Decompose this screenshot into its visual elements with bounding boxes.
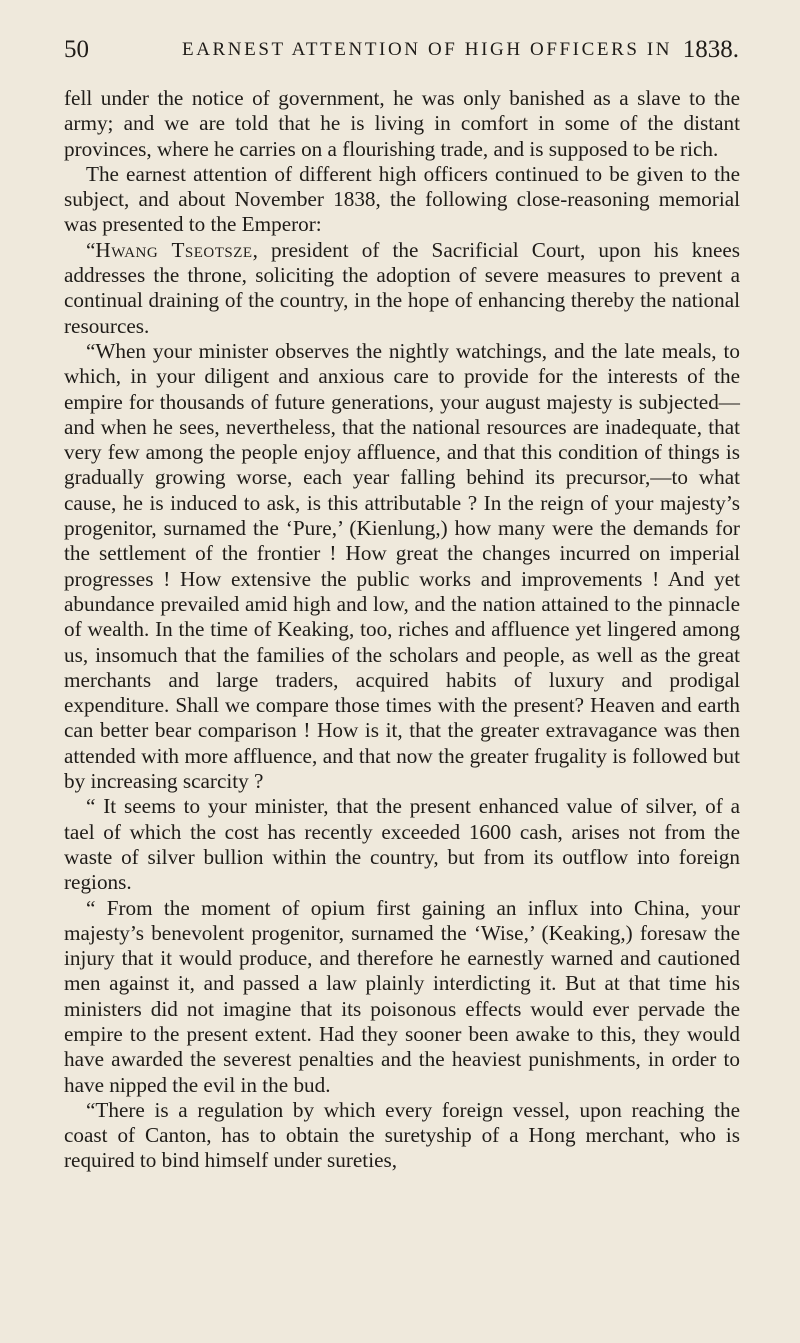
paragraph-regulation: “There is a regulation by which every foreign vessel, upon reaching the coast of Canton, has to obtain the suretyship of a Hong merchant, who is required to bind himself under sureties, <box>64 1097 740 1173</box>
paragraph-earnest-attention: The earnest attention of different high officers continued to be given to the subject, and about November 1838, the following close-reasoning memorial was presented to the Emperor: <box>64 161 740 237</box>
paragraph-opium-influx: “ From the moment of opium first gaining an influx into China, your majesty’s benevolent progenitor, surnamed the ‘Wise,’ (Keaking,) foresaw the injury that it would produce, and therefore he earnestly warned and cautioned men against it, and passed a law plainly interdicting it. But at that time his ministers did not imagine that its poisonous effects would ever pervade the empire to the present extent. Had they sooner been awake to this, they would have awarded the severest penalties and the heaviest punishments, in order to have nipped the evil in the bud. <box>64 895 740 1097</box>
paragraph-nightly-watchings: “When your minister observes the nightly watchings, and the late meals, to which, in your diligent and anxious care to provide for the interests of the empire for thousands of future generations, your august majesty is subjected—and when he sees, nevertheless, that the national resources are inadequate, that very few among the people enjoy affluence, and that this condition of things is gradually growing worse, each year falling behind its precursor,—to what cause, he is induced to ask, is this attributable ? In the reign of your majesty’s progenitor, surnamed the ‘Pure,’ (Kienlung,) how many were the demands for the settlement of the frontier ! How great the changes incurred on imperial progresses ! How extensive the public works and improvements ! And yet abundance prevailed amid high and low, and the nation attained to the pinnacle of wealth. In the time of Keaking, too, riches and affluence yet lingered among us, insomuch that the families of the scholars and people, as well as the great merchants and large traders, acquired habits of luxury and prodigal expenditure. Shall we compare those times with the present? Heaven and earth can better bear comparison ! How is it, that the greater extravagance was then attended with more affluence, and that now the greater frugality is followed but by increasing scarcity ? <box>64 338 740 794</box>
running-title: EARNEST ATTENTION OF HIGH OFFICERS IN <box>182 39 673 60</box>
paragraph-memorial-opening <box>64 238 740 339</box>
running-year: 1838. <box>682 36 739 63</box>
paragraph-silver-value: “ It seems to your minister, that the present enhanced value of silver, of a tael of which the cost has recently exceeded 1600 cash, arises not from the waste of silver bullion within the country, but from its outflow into foreign regions. <box>64 794 740 895</box>
page-number: 50 <box>64 36 89 63</box>
paragraph-continuation: fell under the notice of government, he was only banished as a slave to the army; and we are told that he is living in comfort in some of the distant provinces, where he carries on a flourishing trade, and is supposed to be rich. <box>64 86 740 161</box>
memorialist-name: Hwang Tseotsze <box>95 237 253 262</box>
running-head <box>64 36 739 70</box>
opening-quote: “ <box>86 237 96 262</box>
body-text <box>64 86 740 1174</box>
memorial-opening-text: , president of the Sacrificial Court, upon his knees addresses the throne, soliciting the adoption of severe measures to prevent a continual draining of the country, in the hope of enhancing thereby the national resources. <box>64 237 740 338</box>
